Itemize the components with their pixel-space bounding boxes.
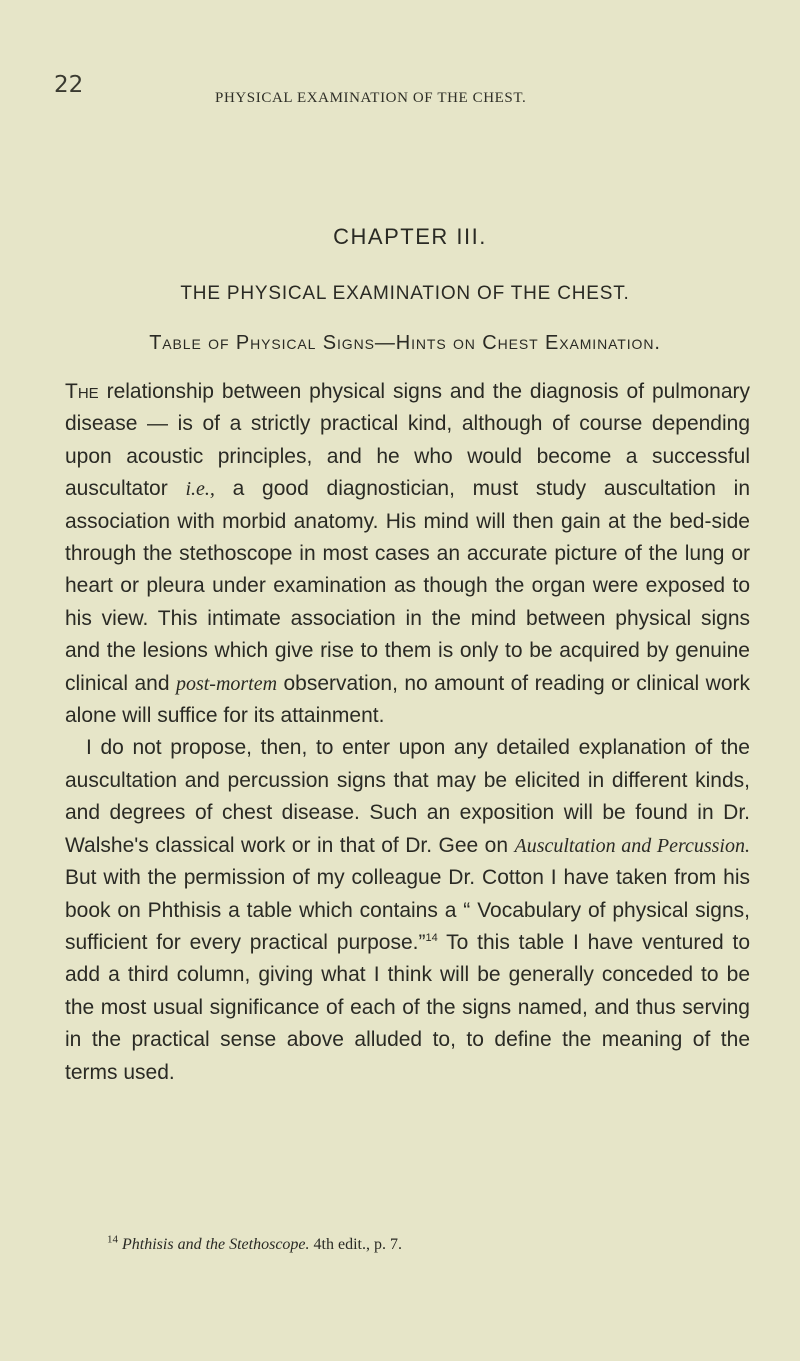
footnote-text: 4th edit., p. 7.: [309, 1236, 402, 1253]
chapter-label: CHAPTER III.: [333, 224, 487, 249]
paragraph-1-lead: The: [65, 380, 99, 403]
chapter-subtitle: Table of Physical Signs—Hints on Chest Examination.: [149, 332, 661, 354]
footnote-title: Phthisis and the Stethoscope.: [122, 1236, 310, 1253]
running-head: PHYSICAL EXAMINATION OF THE CHEST.: [215, 90, 527, 106]
chapter-title: THE PHYSICAL EXAMINATION OF THE CHEST.: [180, 283, 630, 304]
footnote-number: 14: [107, 1233, 118, 1246]
paragraph-1-text-c: observation, no amount of reading or clinical work alone will suffice for its attainment.: [65, 671, 750, 728]
paragraph-1-italic-a: i.e.,: [185, 478, 215, 501]
footnote: [107, 1233, 402, 1254]
paragraph-2-text-b: But with the permission of my colleague Dr. Cotton I have taken from his book on Phthisis a table which contains a “ Vocabulary of physical signs, sufficient for every practical purpose.”: [65, 866, 750, 954]
paragraph-2-text-a: I do not propose, then, to enter upon any detailed explanation of the auscultation and percussion signs that may be elicited in different kinds, and degrees of chest disease. Such an exposition will be found in Dr. Walshe's classical work or in that of Dr. Gee on: [65, 736, 750, 857]
body-text: [65, 376, 750, 1089]
page-number: 22: [54, 72, 84, 98]
paragraph-2-text-c: To this table I have ventured to add a third column, giving what I think will be generally conceded to be the most usual significance of each of the signs named, and thus serving in the practical sense above alluded to, to define the meaning of the terms used.: [65, 930, 750, 1084]
paragraph-2-italic-a: Auscultation and Percussion.: [514, 834, 750, 857]
paragraph-1-italic-b: post-mortem: [175, 672, 278, 695]
paragraph-1-text-a: relationship between physical signs and the diagnosis of pulmonary disease — is of a strictly practical kind, although of course depending upon acoustic principles, and he who would become a successful auscultator: [65, 380, 750, 501]
paragraph-1: [65, 376, 750, 732]
paragraph-2: [65, 732, 750, 1088]
paragraph-1-text-b: a good diagnostician, must study auscultation in association with morbid anatomy. His mind will then gain at the bed-side through the stethoscope in most cases an accurate picture of the lung or heart or pleura under examination as though the organ were exposed to his view. This intimate association in the mind between physical signs and the lesions which give rise to them is only to be acquired by genuine clinical and: [65, 477, 750, 695]
footnote-reference: 14: [425, 931, 438, 944]
